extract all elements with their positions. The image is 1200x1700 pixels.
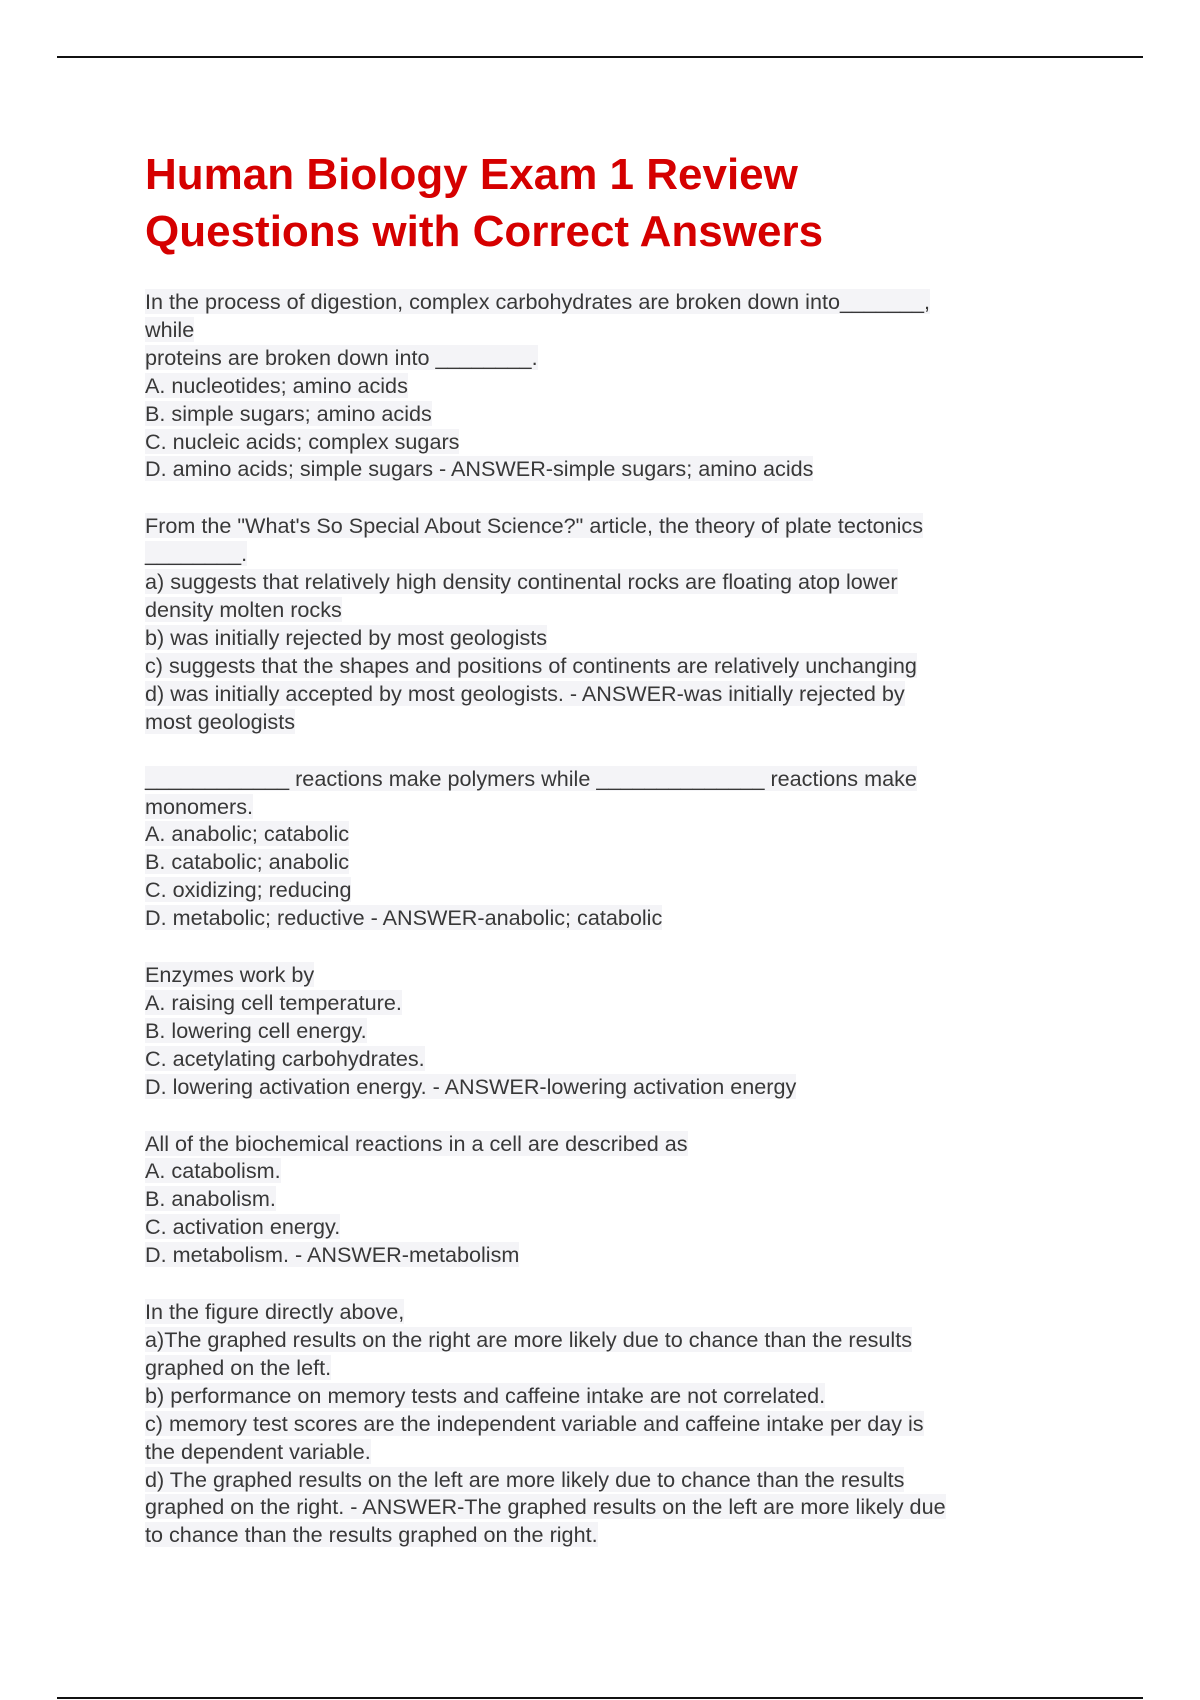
document-title <box>145 146 1075 260</box>
question-line <box>145 1438 1075 1466</box>
question-line <box>145 1185 1075 1213</box>
question-line <box>145 1017 1075 1045</box>
question-line-text: Enzymes work by <box>145 962 315 988</box>
question-line <box>145 652 1075 680</box>
question-line-text: d) was initially accepted by most geologists. - ANSWER-was initially rejected by <box>145 680 905 706</box>
question-line-text: b) was initially rejected by most geologists <box>145 624 548 650</box>
question-line-text: proteins are broken down into ________. <box>145 344 538 370</box>
page-content <box>145 146 1075 1549</box>
question-line-text: monomers. <box>145 793 254 819</box>
question-line <box>145 1157 1075 1185</box>
question-line-text: In the process of digestion, complex carbohydrates are broken down into_______, <box>145 289 931 314</box>
question-block <box>145 1130 1075 1270</box>
question-line <box>145 512 1075 540</box>
question-line <box>145 455 1075 483</box>
question-line <box>145 372 1075 400</box>
question-line-text: In the figure directly above, <box>145 1299 405 1325</box>
question-line-text: D. lowering activation energy. - ANSWER-lowering activation energy <box>145 1073 797 1099</box>
question-line-text: c) memory test scores are the independent variable and caffeine intake per day is <box>145 1410 924 1436</box>
question-line <box>145 708 1075 736</box>
question-line-text: From the "What's So Special About Science?" article, the theory of plate tectonics <box>145 513 924 539</box>
question-block <box>145 288 1075 483</box>
question-line-text: B. lowering cell energy. <box>145 1017 367 1043</box>
question-line-text: b) performance on memory tests and caffeine intake are not correlated. <box>145 1382 826 1408</box>
question-block <box>145 765 1075 932</box>
question-list <box>145 288 1075 1549</box>
question-line-text: All of the biochemical reactions in a cell are described as <box>145 1130 688 1156</box>
question-line <box>145 624 1075 652</box>
question-line <box>145 344 1075 372</box>
title-line-1: Human Biology Exam 1 Review <box>145 150 798 199</box>
question-line-text: B. simple sugars; amino acids <box>145 400 432 426</box>
question-line <box>145 1045 1075 1073</box>
question-line <box>145 765 1075 793</box>
question-line-text: C. activation energy. <box>145 1214 341 1240</box>
question-line <box>145 793 1075 821</box>
question-line <box>145 848 1075 876</box>
question-line <box>145 288 1075 316</box>
question-line-text: A. nucleotides; amino acids <box>145 372 408 398</box>
question-line-text: A. raising cell temperature. <box>145 989 402 1015</box>
question-line <box>145 540 1075 568</box>
question-line-text: the dependent variable. <box>145 1438 371 1464</box>
question-line-text: graphed on the left. <box>145 1354 332 1380</box>
question-line <box>145 1073 1075 1101</box>
question-line-text: D. metabolic; reductive - ANSWER-anabolic; catabolic <box>145 905 663 931</box>
bottom-rule <box>57 1697 1143 1699</box>
question-line <box>145 876 1075 904</box>
question-line-text: D. metabolism. - ANSWER-metabolism <box>145 1242 520 1268</box>
question-line <box>145 596 1075 624</box>
question-line <box>145 1213 1075 1241</box>
question-line <box>145 1493 1075 1521</box>
question-line-text: C. nucleic acids; complex sugars <box>145 428 460 454</box>
question-line-text: c) suggests that the shapes and positions of continents are relatively unchanging <box>145 652 917 678</box>
question-line <box>145 680 1075 708</box>
question-line-text: ____________ reactions make polymers while ______________ reactions make <box>145 765 917 791</box>
question-line-text: d) The graphed results on the left are more likely due to chance than the results <box>145 1466 905 1492</box>
question-line <box>145 989 1075 1017</box>
question-line <box>145 1130 1075 1158</box>
question-block <box>145 1298 1075 1549</box>
question-block <box>145 512 1075 735</box>
question-line <box>145 428 1075 456</box>
question-line-text: a) suggests that relatively high density continental rocks are floating atop lower <box>145 569 898 595</box>
question-line-text: C. acetylating carbohydrates. <box>145 1045 425 1071</box>
question-line-text: ________. <box>145 541 248 567</box>
question-line <box>145 1382 1075 1410</box>
question-line-text: density molten rocks <box>145 597 342 623</box>
title-line-2: Questions with Correct Answers <box>145 207 824 256</box>
question-line-text: graphed on the right. - ANSWER-The graphed results on the left are more likely due <box>145 1494 946 1520</box>
question-line <box>145 1466 1075 1494</box>
question-line <box>145 1298 1075 1326</box>
question-line-text: B. anabolism. <box>145 1186 276 1212</box>
top-rule <box>57 56 1143 58</box>
question-line <box>145 1241 1075 1269</box>
question-line <box>145 1521 1075 1549</box>
question-line-text: A. anabolic; catabolic <box>145 821 350 847</box>
question-line-text: most geologists <box>145 708 296 734</box>
question-line <box>145 820 1075 848</box>
question-line <box>145 316 1075 344</box>
question-line <box>145 568 1075 596</box>
question-line-text: B. catabolic; anabolic <box>145 849 350 875</box>
question-line-text: C. oxidizing; reducing <box>145 877 352 903</box>
question-line <box>145 1326 1075 1354</box>
question-block <box>145 961 1075 1101</box>
question-line <box>145 400 1075 428</box>
question-line <box>145 904 1075 932</box>
question-line-text: to chance than the results graphed on the right. <box>145 1522 598 1548</box>
question-line <box>145 1410 1075 1438</box>
question-line-text: while <box>145 316 195 342</box>
question-line-text: D. amino acids; simple sugars - ANSWER-simple sugars; amino acids <box>145 456 814 482</box>
question-line <box>145 961 1075 989</box>
question-line-text: a)The graphed results on the right are more likely due to chance than the results <box>145 1327 913 1352</box>
question-line <box>145 1354 1075 1382</box>
question-line-text: A. catabolism. <box>145 1158 281 1184</box>
